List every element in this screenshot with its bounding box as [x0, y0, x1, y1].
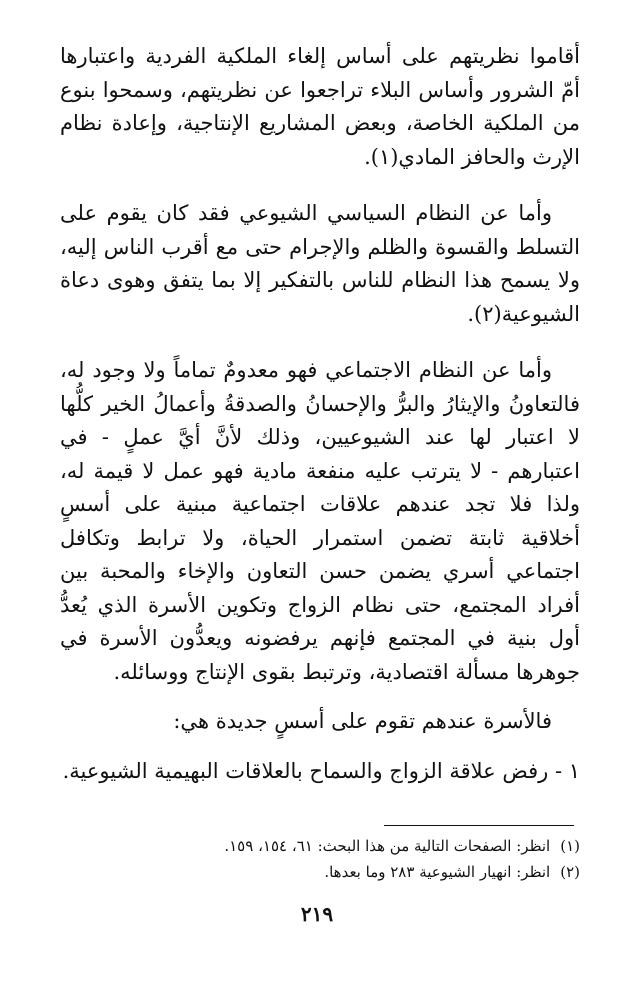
- footnote-2: [60, 859, 580, 885]
- page-number: ٢١٩: [300, 902, 334, 926]
- paragraph-political-system: وأما عن النظام السياسي الشيوعي فقد كان يقوم على التسلط والقسوة والظلم والإجرام حتى مع أقرب الناس إليه، ولا يسمح هذا النظام للناس بالتفكير إلا بما يتفق وهوى دعاة الشيوعية(٢).: [60, 201, 580, 326]
- footnotes: [60, 833, 580, 885]
- footnote-number: (٢): [560, 863, 580, 881]
- paragraph-family-intro: فالأسرة عندهم تقوم على أسسٍ جديدة هي:: [173, 709, 552, 733]
- footnote-1: [60, 833, 580, 859]
- list-item-1: ١ - رفض علاقة الزواج والسماح بالعلاقات البهيمية الشيوعية.: [62, 758, 580, 783]
- footnote-number: (١): [560, 837, 580, 855]
- paragraph-social-system: وأما عن النظام الاجتماعي فهو معدومٌ تماماً ولا وجود له، فالتعاونُ والإيثارُ والبرُّ والإحسانُ والصدقةُ وأعمالُ الخير كلُّها لا اعتبار لها عند الشيوعيين، وذلك لأنَّ أيَّ عملٍ - في اعتبارهم - لا يترتب عليه منفعة مادية فهو عمل لا قيمة له، ولذا فلا تجد عندهم علاقات اجتماعية مبنية على أسسٍ أخلاقية ثابتة تضمن استمرار الحياة، ولا ترابط وتكافل اجتماعي أسري يضمن حسن التعاون والإخاء والمحبة بين أفراد المجتمع، حتى نظام الزواج وتكوين الأسرة الذي يُعدُّ أول بنية في المجتمع فإنهم يرفضونه ويعدُّون الأسرة في جوهرها مسألة اقتصادية، وترتبط بقوى الإنتاج ووسائله.: [60, 358, 580, 684]
- footnote-text: انظر: الصفحات التالية من هذا البحث: ٦١، ١٥٤، ١٥٩.: [224, 837, 551, 855]
- footnote-divider: [384, 825, 574, 826]
- footnote-text: انظر: انهيار الشيوعية ٢٨٣ وما بعدها.: [324, 863, 551, 881]
- paragraph-property: أقاموا نظريتهم على أساس إلغاء الملكية الفردية واعتبارها أمّ الشرور وأساس البلاء تراجعوا عن نظريتهم، وسمحوا بنوع من الملكية الخاصة، وبعض المشاريع الإنتاجية، وإعادة نظام الإرث والحافز المادي(١).: [60, 44, 580, 169]
- page-body: [60, 40, 580, 788]
